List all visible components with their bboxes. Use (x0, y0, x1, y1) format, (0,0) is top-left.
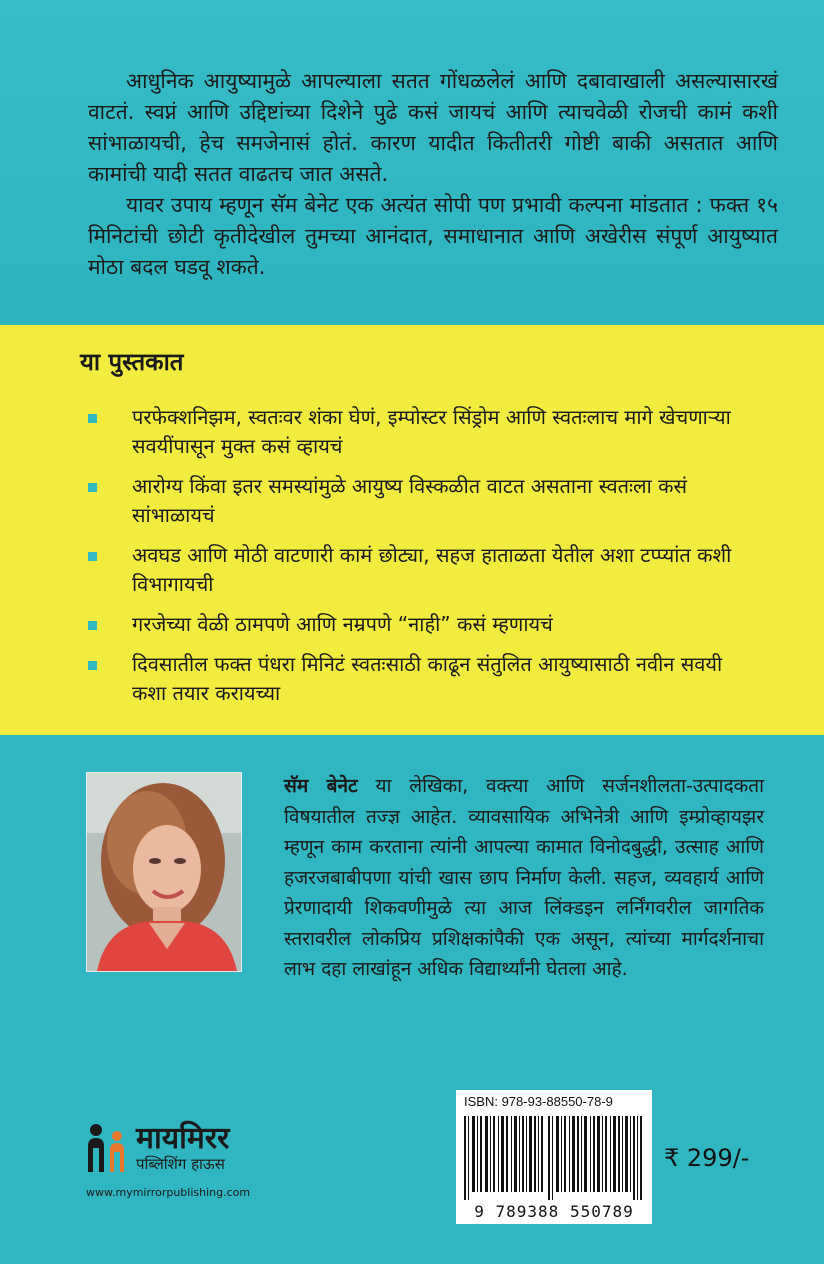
list-item (84, 403, 744, 461)
publisher-subtitle: पब्लिशिंग हाऊस (136, 1155, 225, 1173)
list-item-text: दिवसातील फक्त पंधरा मिनिटं स्वतःसाठी काढून संतुलित आयुष्यासाठी नवीन सवयी कशा तयार करायच्या (132, 652, 723, 705)
list-item (84, 472, 744, 530)
list-item-text: परफेक्शनिझम, स्वतःवर शंका घेणं, इम्पोस्टर सिंड्रोम आणि स्वतःलाच मागे खेचणाऱ्या सवयींपासून मुक्त कसं व्हायचं (132, 405, 731, 458)
list-item-text: आरोग्य किंवा इतर समस्यांमुळे आयुष्य विस्कळीत वाटत असताना स्वतःला कसं सांभाळायचं (132, 474, 688, 527)
list-item (84, 650, 744, 708)
square-bullet-icon (88, 414, 97, 423)
barcode (456, 1090, 652, 1224)
square-bullet-icon (88, 552, 97, 561)
isbn-label: ISBN: 978-93-88550-78-9 (464, 1094, 613, 1109)
square-bullet-icon (88, 483, 97, 492)
intro-text (88, 66, 778, 283)
list-item (84, 541, 744, 599)
price: ₹ 299/- (664, 1144, 750, 1172)
publisher-name: मायमिरर (136, 1121, 230, 1156)
barcode-bars-icon (464, 1116, 644, 1200)
list-item-text: अवघड आणि मोठी वाटणारी कामं छोट्या, सहज हाताळता येतील अशा टप्प्यांत कशी विभागायची (132, 543, 732, 596)
intro-paragraph-1: आधुनिक आयुष्यामुळे आपल्याला सतत गोंधळलेलं आणि दबावाखाली असल्यासारखं वाटतं. स्वप्नं आणि उद्दिष्टांच्या दिशेने पुढे कसं जायचं आणि त्याचवेळी रोजची कामं कशी सांभाळायची, हेच समजेनासं होतं. कारण यादीत कितीतरी गोष्टी बाकी असतात आणि कामांची यादी सतत वाढतच जात असते. (88, 69, 778, 186)
author-photo (86, 772, 242, 972)
intro-panel (0, 0, 824, 325)
author-name: सॅम बेनेट (284, 775, 358, 797)
people-logo-icon (84, 1120, 130, 1172)
square-bullet-icon (88, 661, 97, 670)
author-bio (284, 771, 764, 985)
highlights-panel (0, 325, 824, 735)
square-bullet-icon (88, 621, 97, 630)
author-bio-text: या लेखिका, वक्त्या आणि सर्जनशीलता-उत्पादकता विषयातील तज्ज्ञ आहेत. व्यावसायिक अभिनेत्री आणि इम्प्रोव्हायझर म्हणून काम करताना त्यांनी आपल्या कामात विनोदबुद्धी, उत्साह आणि हजरजबाबीपणा यांची खास छाप निर्माण केली. सहज, व्यवहार्य आणि प्रेरणादायी शिकवणीमुळे त्या आज लिंक्डइन लर्निंगवरील जागतिक स्तरावरील लोकप्रिय प्रशिक्षकांपैकी एक असून, त्यांच्या मार्गदर्शनाचा लाभ दहा लाखांहून अधिक विद्यार्थ्यांनी घेतला आहे. (284, 775, 764, 980)
highlights-list (84, 403, 744, 719)
author-portrait-image (87, 773, 241, 971)
publisher-logo (84, 1116, 284, 1176)
barcode-number: 9 789388 550789 (474, 1202, 634, 1221)
highlights-heading: या पुस्तकात (80, 348, 184, 376)
list-item (84, 610, 744, 639)
list-item-text: गरजेच्या वेळी ठामपणे आणि नम्रपणे “नाही” कसं म्हणायचं (132, 612, 553, 636)
intro-paragraph-2: यावर उपाय म्हणून सॅम बेनेट एक अत्यंत सोपी पण प्रभावी कल्पना मांडतात : फक्त १५ मिनिटांची छोटी कृतीदेखील तुमच्या आनंदात, समाधानात आणि अखेरीस संपूर्ण आयुष्यात मोठा बदल घडवू शकते. (88, 193, 778, 279)
publisher-website: www.mymirrorpublishing.com (86, 1186, 251, 1199)
